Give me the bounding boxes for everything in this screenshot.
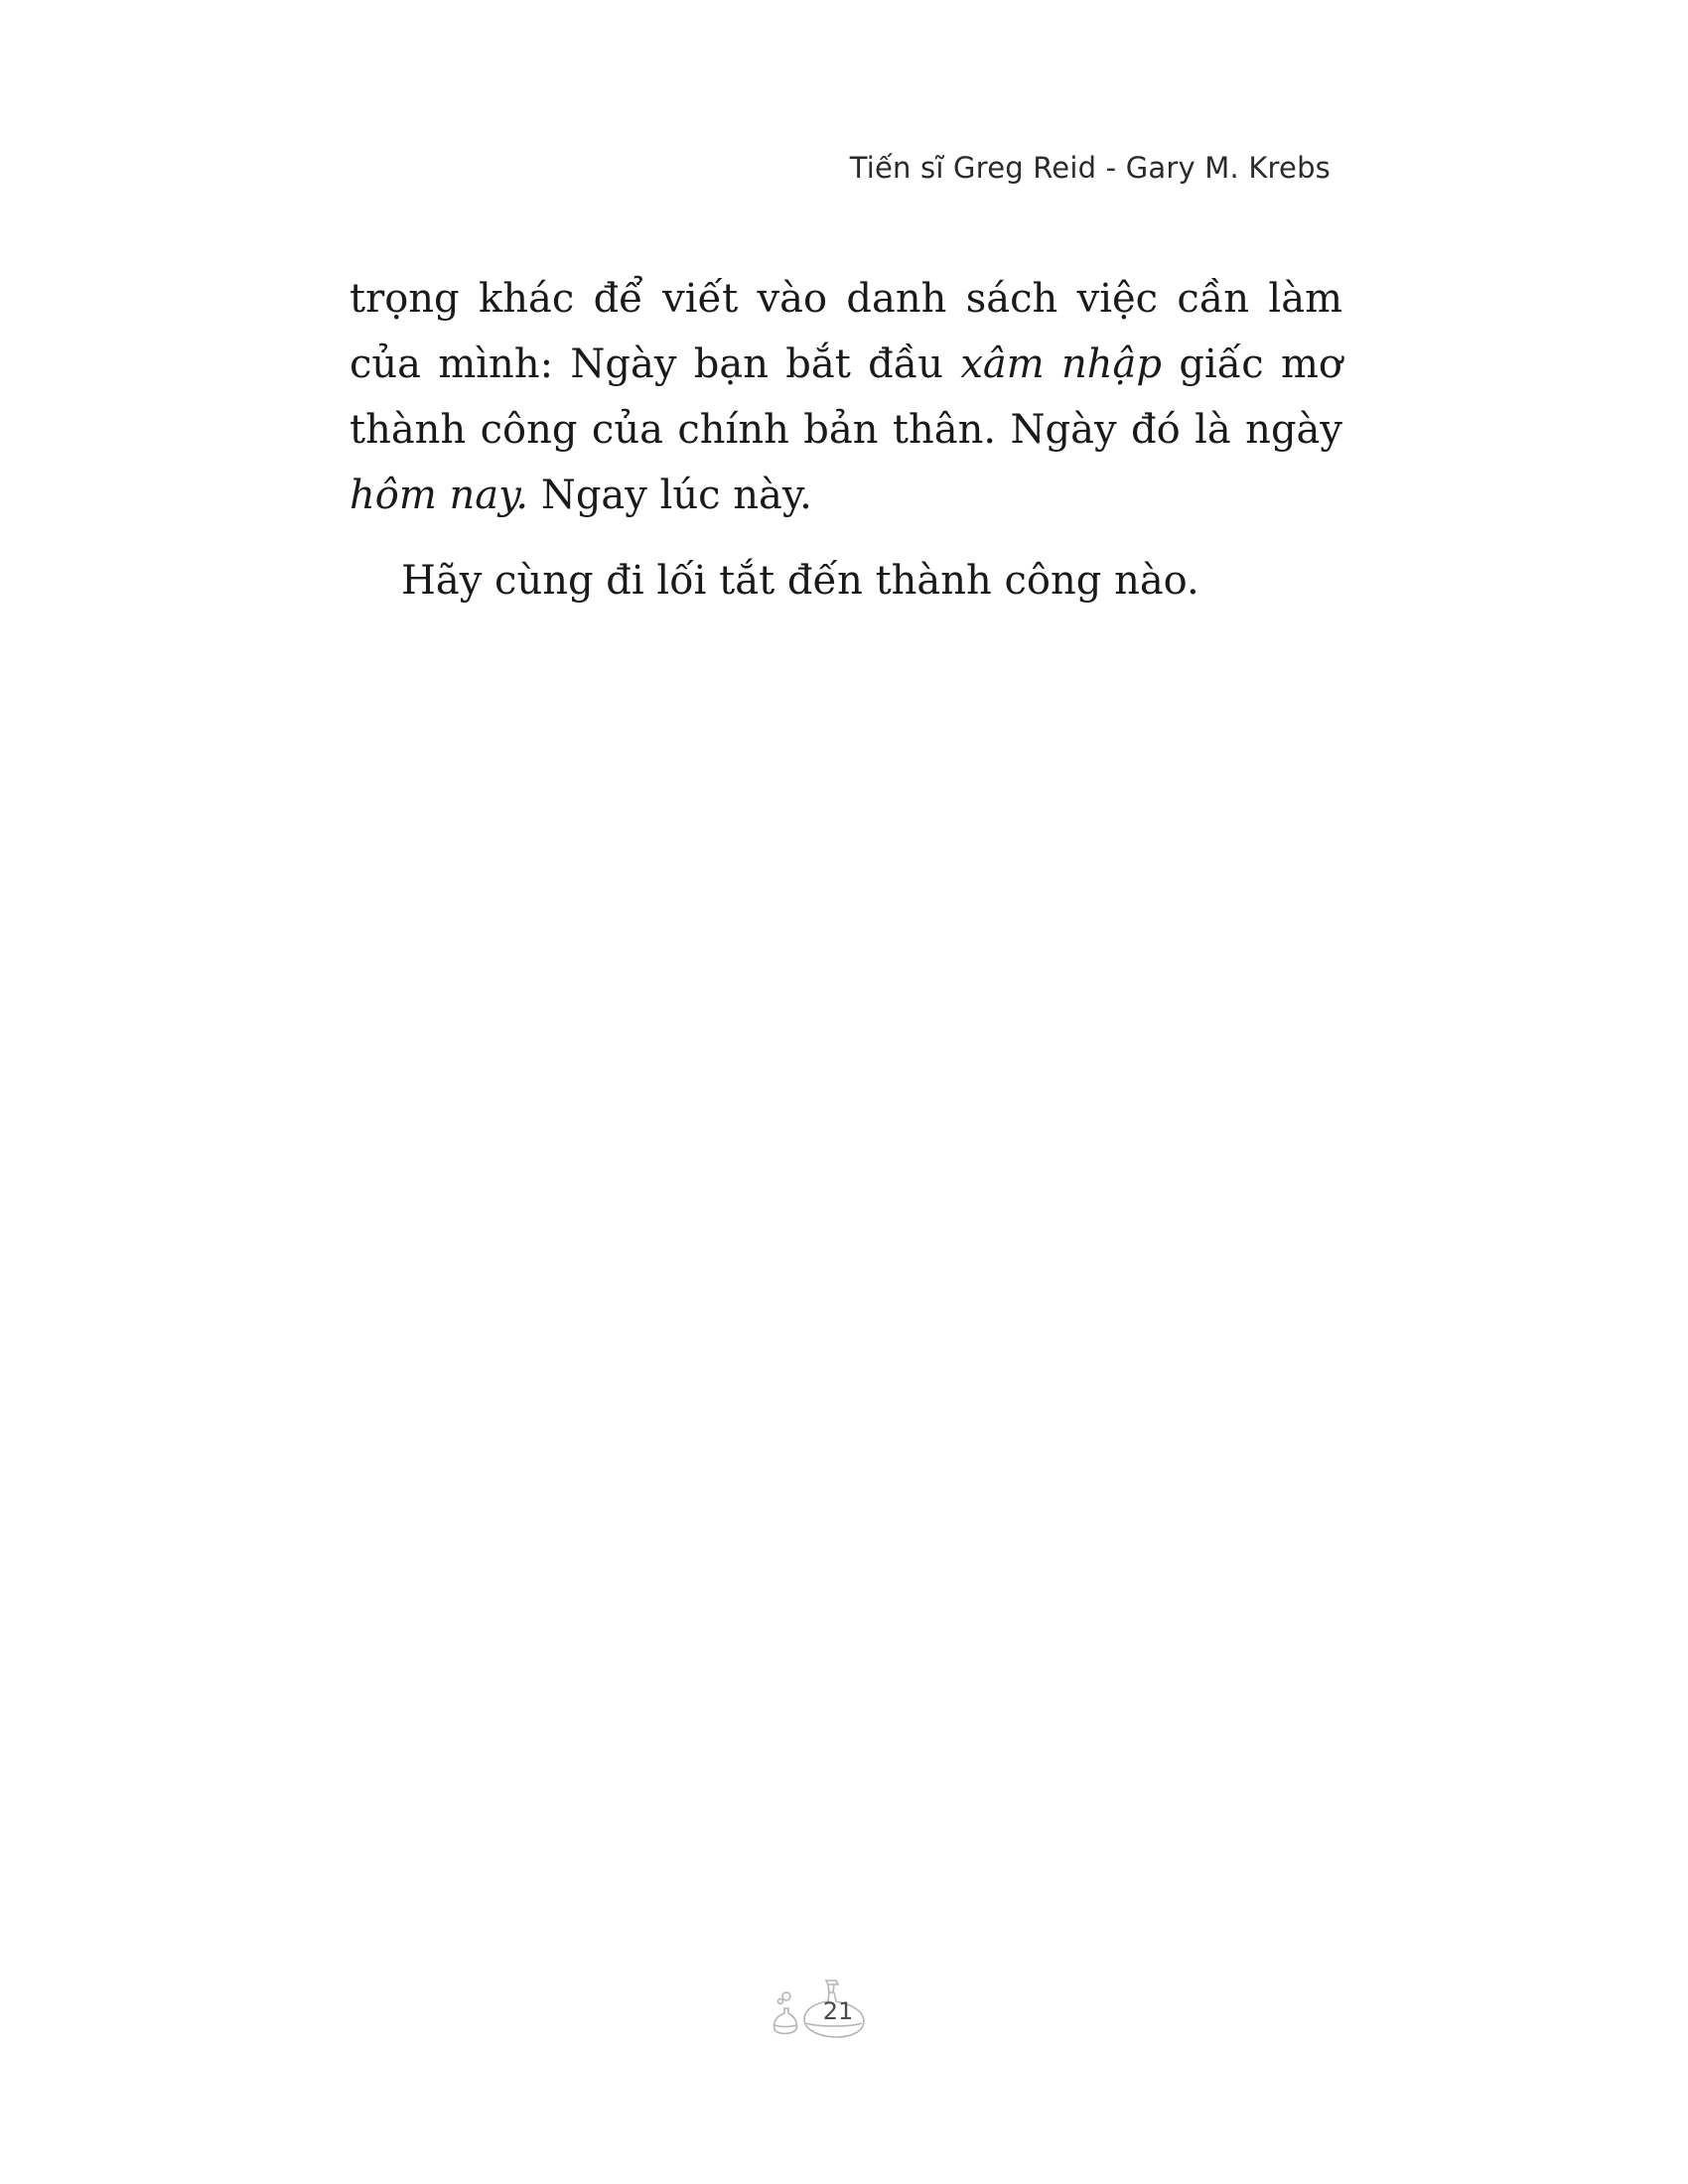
body-text xyxy=(350,266,1342,614)
running-header: Tiến sĩ Greg Reid - Gary M. Krebs xyxy=(849,151,1331,185)
page-number: 21 xyxy=(822,1997,854,2025)
paragraph-1-emphasis-2: hôm nay. xyxy=(350,473,529,518)
paragraph-1-emphasis-1: xâm nhập xyxy=(960,341,1163,387)
page-footer xyxy=(767,1976,870,2045)
paragraph-1-part-2: giấc mơ thành công của chính bản thân. Ngày đó là ngày xyxy=(350,341,1342,453)
paragraph-1 xyxy=(350,266,1342,528)
paragraph-1-part-3: Ngay lúc này. xyxy=(528,473,812,518)
paragraph-2: Hãy cùng đi lối tắt đến thành công nào. xyxy=(401,558,1199,604)
paragraph-1-part-1: trọng khác để viết vào danh sách việc cần làm của mình: Ngày bạn bắt đầu xyxy=(350,276,1342,387)
